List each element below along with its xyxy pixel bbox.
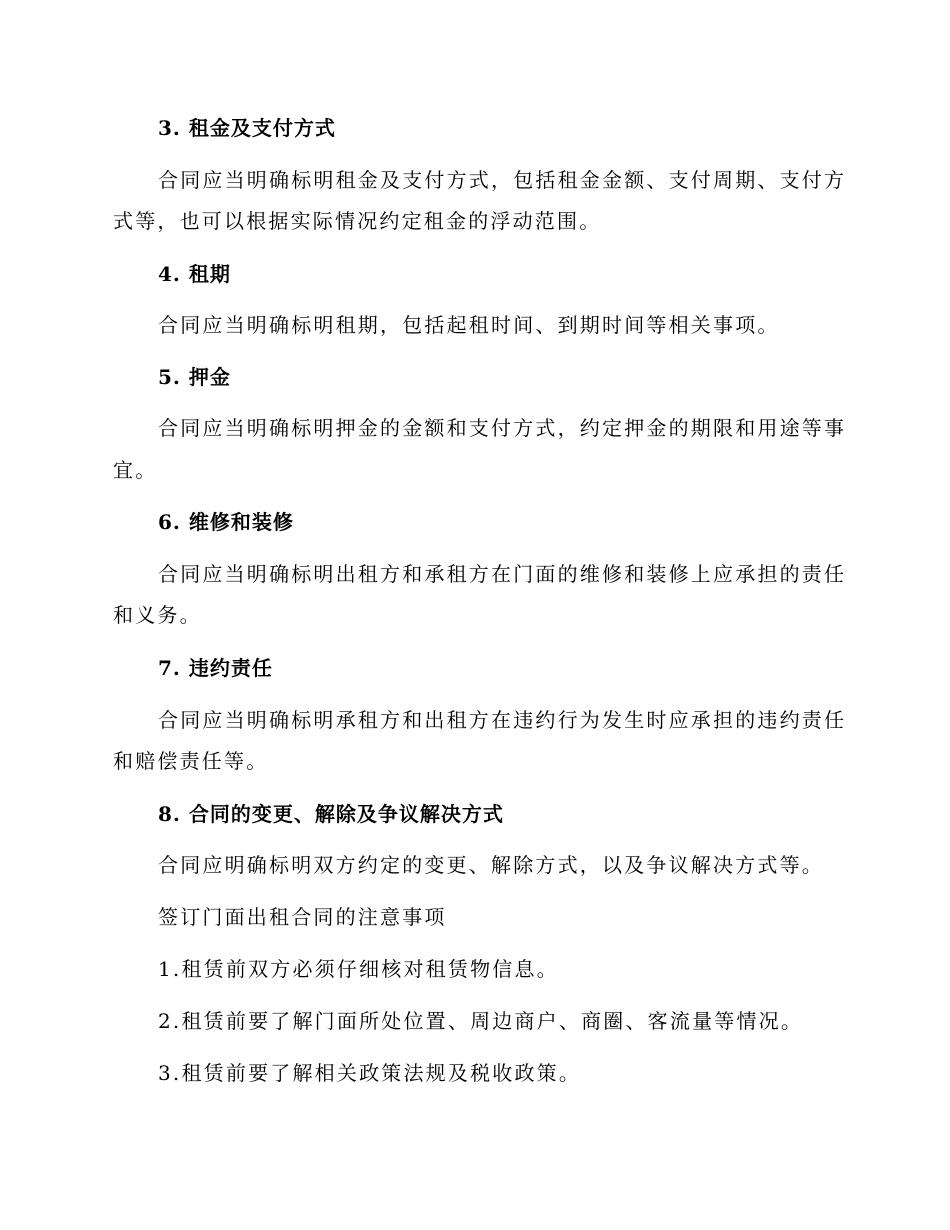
paragraph-line: 式等，也可以根据实际情况约定租金的浮动范围。 [113,209,602,233]
notes-item: 3.租赁前要了解相关政策法规及税收政策。 [158,1061,582,1085]
paragraph-line: 合同应当明确标明租期，包括起租时间、到期时间等相关事项。 [158,313,780,337]
paragraph-line: 合同应当明确标明承租方和出租方在违约行为发生时应承担的违约责任 [158,708,847,732]
section-heading: 4. 租期 [158,262,231,286]
notes-title: 签订门面出租合同的注意事项 [158,905,447,929]
section-heading: 6. 维修和装修 [158,510,294,534]
paragraph-line: 和义务。 [113,603,202,627]
section-heading: 5. 押金 [158,365,231,389]
paragraph-line: 宜。 [113,458,158,482]
notes-item: 2.租赁前要了解门面所处位置、周边商户、商圈、客流量等情况。 [158,1009,804,1033]
paragraph-line: 合同应当明确标明押金的金额和支付方式，约定押金的期限和用途等事 [158,416,847,440]
section-heading: 3. 租金及支付方式 [158,116,336,140]
paragraph-line: 和赔偿责任等。 [113,749,269,773]
paragraph-line: 合同应明确标明双方约定的变更、解除方式，以及争议解决方式等。 [158,853,824,877]
paragraph-line: 合同应当明确标明出租方和承租方在门面的维修和装修上应承担的责任 [158,562,847,586]
notes-item: 1.租赁前双方必须仔细核对租赁物信息。 [158,957,559,981]
paragraph-line: 合同应当明确标明租金及支付方式，包括租金金额、支付周期、支付方 [158,168,847,192]
section-heading: 7. 违约责任 [158,656,273,680]
section-heading: 8. 合同的变更、解除及争议解决方式 [158,802,504,826]
